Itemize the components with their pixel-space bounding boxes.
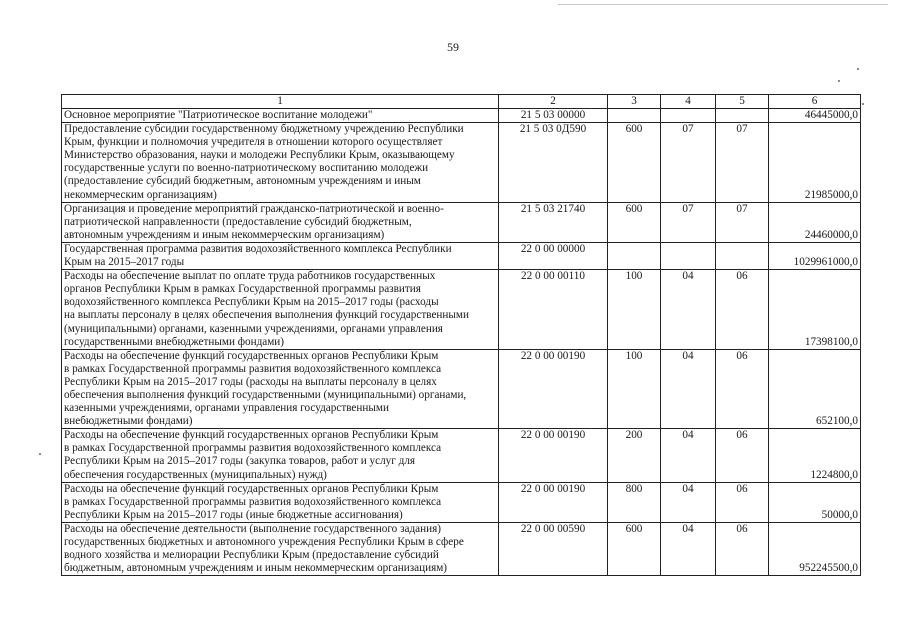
row-section: 04 [661,270,716,350]
row-expense-type [608,109,661,123]
row-expense-type [608,242,661,269]
row-description: Расходы на обеспечение функций государственных органов Республики Крым в рамках Государственной программы развития водохозяйственного комплекса Республики Крым на 2015–2017 годы (расходы на выплаты персоналу в целях обеспечения выполнения функций государственными (муниципальными) органами, казенными учреждениями, органами управления государственными внебюджетными фондами) [62,349,499,429]
row-section [661,109,716,123]
row-expense-type: 600 [608,123,661,203]
row-description: Организация и проведение мероприятий гражданско-патриотической и военно- патриотической направленности (предоставление субсидий бюджетным, автономным учреждениям и иным некоммерческим организациям) [62,202,499,242]
row-amount: 21985000,0 [769,123,861,203]
row-subsection: 06 [716,522,769,575]
column-header: 6 [769,95,861,109]
row-budget-code: 22 0 00 00590 [499,522,608,575]
top-border-line [558,4,888,5]
row-expense-type: 600 [608,522,661,575]
row-budget-code: 22 0 00 00110 [499,270,608,350]
row-subsection: 06 [716,270,769,350]
row-section: 07 [661,123,716,203]
table-row [62,123,861,203]
scan-speck [862,103,864,105]
row-budget-code: 22 0 00 00190 [499,349,608,429]
row-budget-code: 21 5 03 0Д590 [499,123,608,203]
table-row [62,429,861,482]
table-row [62,349,861,429]
row-description: Расходы на обеспечение деятельности (выполнение государственного задания) государственных бюджетных и автономного учреждения Республики Крым в сфере водного хозяйства и мелиорации Республики Крым (предоставление субсидий бюджетным, автономным учреждениям и иным некоммерческим организациям) [62,522,499,575]
table-row [62,482,861,522]
row-expense-type: 600 [608,202,661,242]
row-section: 04 [661,482,716,522]
row-description: Расходы на обеспечение функций государственных органов Республики Крым в рамках Государственной программы развития водохозяйственного комплекса Республики Крым на 2015–2017 годы (иные бюджетные ассигнования) [62,482,499,522]
row-amount: 952245500,0 [769,522,861,575]
table-header-row [62,95,861,109]
scan-speck [39,453,41,455]
column-header: 4 [661,95,716,109]
scan-speck [857,68,859,70]
row-description: Основное мероприятие "Патриотическое воспитание молодежи" [62,109,499,123]
row-amount: 46445000,0 [769,109,861,123]
table-row [62,270,861,350]
row-budget-code: 22 0 00 00190 [499,429,608,482]
row-budget-code: 21 5 03 00000 [499,109,608,123]
row-expense-type: 200 [608,429,661,482]
row-budget-code: 22 0 00 00190 [499,482,608,522]
column-header: 1 [62,95,499,109]
row-section [661,242,716,269]
row-subsection: 07 [716,123,769,203]
row-amount: 24460000,0 [769,202,861,242]
row-subsection [716,109,769,123]
row-amount: 652100,0 [769,349,861,429]
row-subsection: 06 [716,349,769,429]
column-header: 2 [499,95,608,109]
table-row [62,522,861,575]
row-section: 04 [661,349,716,429]
row-subsection [716,242,769,269]
row-expense-type: 100 [608,349,661,429]
table-row [62,242,861,269]
row-expense-type: 800 [608,482,661,522]
row-description: Предоставление субсидии государственному бюджетному учреждению Республики Крым, функции и полномочия учредителя в отношении которого осуществляет Министерство образования, науки и молодежи Республики Крым, оказывающему государственные услуги по военно-патриотическому воспитанию молодежи (предоставление субсидий бюджетным, автономным учреждениям и иным некоммерческим организациям) [62,123,499,203]
column-header: 5 [716,95,769,109]
row-amount: 1224800,0 [769,429,861,482]
row-budget-code: 21 5 03 21740 [499,202,608,242]
row-budget-code: 22 0 00 00000 [499,242,608,269]
row-section: 07 [661,202,716,242]
row-amount: 1029961000,0 [769,242,861,269]
row-description: Расходы на обеспечение выплат по оплате труда работников государственных органов Республики Крым в рамках Государственной программы развития водохозяйственного комплекса Республики Крым на 2015–2017 годы (расходы на выплаты персоналу в целях обеспечения выполнения функций государственными (муниципальными) органами, казенными учреждениями, органами управления государственными внебюджетными фондами) [62,270,499,350]
page-number: 59 [447,40,459,54]
row-subsection: 06 [716,482,769,522]
row-amount: 50000,0 [769,482,861,522]
table-row [62,202,861,242]
row-section: 04 [661,522,716,575]
row-subsection: 07 [716,202,769,242]
column-header: 3 [608,95,661,109]
row-amount: 17398100,0 [769,270,861,350]
row-expense-type: 100 [608,270,661,350]
table-row [62,109,861,123]
scan-speck [838,80,840,82]
row-section: 04 [661,429,716,482]
budget-allocation-table [61,94,861,576]
row-subsection: 06 [716,429,769,482]
row-description: Расходы на обеспечение функций государственных органов Республики Крым в рамках Государственной программы развития водохозяйственного комплекса Республики Крым на 2015–2017 годы (закупка товаров, работ и услуг для обеспечения государственных (муниципальных) нужд) [62,429,499,482]
row-description: Государственная программа развития водохозяйственного комплекса Республики Крым на 2015–2017 годы [62,242,499,269]
